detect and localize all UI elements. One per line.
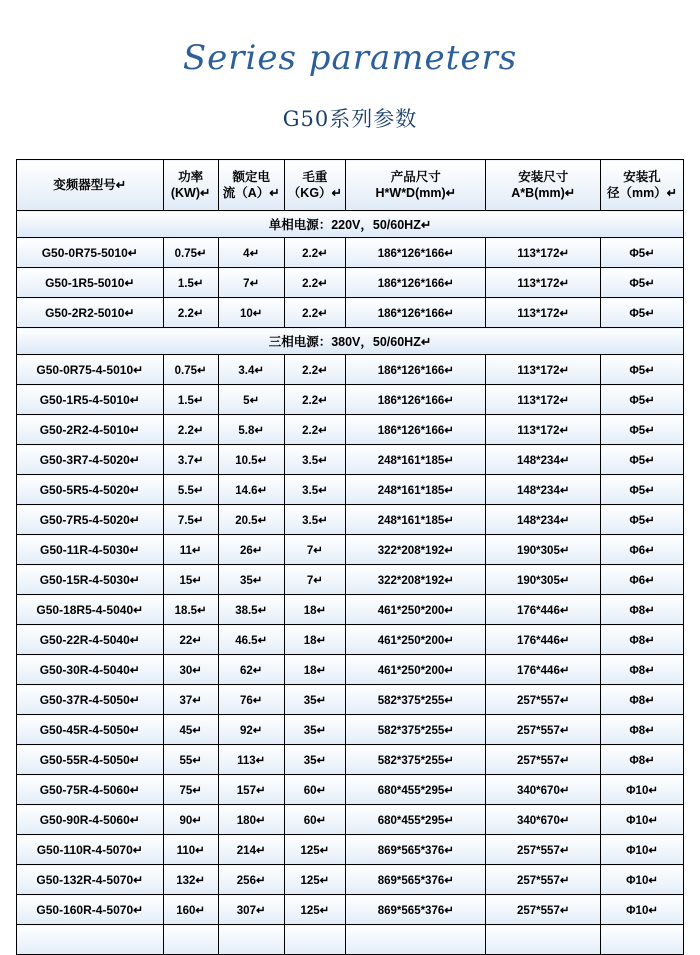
cell-power: 30↵ — [163, 655, 218, 685]
cell-weight — [284, 925, 346, 955]
cell-product-size: 461*250*200↵ — [346, 595, 486, 625]
cell-current: 4↵ — [218, 238, 284, 268]
table-row — [17, 685, 684, 715]
cell-weight: 125↵ — [284, 865, 346, 895]
table-row — [17, 415, 684, 445]
cell-product-size — [346, 925, 486, 955]
table-row — [17, 775, 684, 805]
cell-model: G50-15R-4-5030↵ — [17, 565, 164, 595]
cell-power: 18.5↵ — [163, 595, 218, 625]
cell-hole-diameter: Φ5↵ — [601, 385, 684, 415]
table-row — [17, 745, 684, 775]
cell-product-size: 186*126*166↵ — [346, 268, 486, 298]
cell-install-size: 113*172↵ — [486, 355, 601, 385]
cell-current: 14.6↵ — [218, 475, 284, 505]
cell-model: G50-5R5-4-5020↵ — [17, 475, 164, 505]
cell-product-size: 582*375*255↵ — [346, 715, 486, 745]
cell-install-size: 190*305↵ — [486, 565, 601, 595]
table-row — [17, 835, 684, 865]
column-header-product-size-line1: 产品尺寸 — [390, 169, 441, 184]
column-header-install-size — [486, 160, 601, 211]
cell-power — [163, 925, 218, 955]
table-body — [17, 211, 684, 955]
cell-product-size: 461*250*200↵ — [346, 655, 486, 685]
cell-power: 11↵ — [163, 535, 218, 565]
cell-weight: 18↵ — [284, 625, 346, 655]
cell-weight: 2.2↵ — [284, 238, 346, 268]
cell-power: 1.5↵ — [163, 385, 218, 415]
cell-weight: 60↵ — [284, 775, 346, 805]
cell-hole-diameter — [601, 925, 684, 955]
cell-install-size: 176*446↵ — [486, 625, 601, 655]
cell-install-size: 257*557↵ — [486, 685, 601, 715]
cell-weight: 7↵ — [284, 535, 346, 565]
cell-weight: 3.5↵ — [284, 505, 346, 535]
table-row — [17, 895, 684, 925]
column-header-hole-diameter-line1: 安装孔 — [623, 169, 661, 184]
cell-product-size: 680*455*295↵ — [346, 775, 486, 805]
column-header-product-size-line2: H*W*D(mm)↵ — [375, 186, 457, 201]
cell-current: 5↵ — [218, 385, 284, 415]
cell-model: G50-3R7-4-5020↵ — [17, 445, 164, 475]
cell-install-size: 257*557↵ — [486, 895, 601, 925]
cell-install-size: 148*234↵ — [486, 445, 601, 475]
cell-power: 7.5↵ — [163, 505, 218, 535]
column-header-power — [163, 160, 218, 211]
cell-current: 214↵ — [218, 835, 284, 865]
cell-product-size: 248*161*185↵ — [346, 505, 486, 535]
cell-current: 7↵ — [218, 268, 284, 298]
cell-hole-diameter: Φ5↵ — [601, 445, 684, 475]
cell-current: 157↵ — [218, 775, 284, 805]
table-header — [17, 160, 684, 211]
cell-model: G50-55R-4-5050↵ — [17, 745, 164, 775]
column-header-power-line1: 功率 — [178, 169, 204, 184]
cell-hole-diameter: Φ5↵ — [601, 238, 684, 268]
cell-product-size: 186*126*166↵ — [346, 298, 486, 328]
cell-hole-diameter: Φ6↵ — [601, 535, 684, 565]
cell-model: G50-75R-4-5060↵ — [17, 775, 164, 805]
cell-current — [218, 925, 284, 955]
table-row — [17, 298, 684, 328]
cell-hole-diameter: Φ10↵ — [601, 805, 684, 835]
cell-model: G50-160R-4-5070↵ — [17, 895, 164, 925]
cell-current: 3.4↵ — [218, 355, 284, 385]
cell-model: G50-90R-4-5060↵ — [17, 805, 164, 835]
cell-product-size: 680*455*295↵ — [346, 805, 486, 835]
cell-power: 0.75↵ — [163, 238, 218, 268]
cell-current: 20.5↵ — [218, 505, 284, 535]
cell-install-size: 257*557↵ — [486, 745, 601, 775]
section-header-row — [17, 328, 684, 355]
section-title-three-phase: 三相电源：380V，50/60HZ↵ — [17, 328, 684, 355]
cell-model: G50-0R75-4-5010↵ — [17, 355, 164, 385]
cell-model: G50-30R-4-5040↵ — [17, 655, 164, 685]
cell-power: 90↵ — [163, 805, 218, 835]
page-header — [0, 0, 700, 133]
cell-product-size: 869*565*376↵ — [346, 865, 486, 895]
cell-install-size — [486, 925, 601, 955]
column-header-model-line1: 变频器型号↵ — [53, 177, 127, 192]
cell-weight: 2.2↵ — [284, 385, 346, 415]
cell-current: 38.5↵ — [218, 595, 284, 625]
cell-install-size: 257*557↵ — [486, 835, 601, 865]
cell-model: G50-1R5-4-5010↵ — [17, 385, 164, 415]
cell-hole-diameter: Φ10↵ — [601, 865, 684, 895]
cell-weight: 7↵ — [284, 565, 346, 595]
cell-product-size: 186*126*166↵ — [346, 238, 486, 268]
cell-weight: 35↵ — [284, 745, 346, 775]
column-header-install-size-line2: A*B(mm)↵ — [511, 186, 576, 201]
cell-product-size: 322*208*192↵ — [346, 535, 486, 565]
cell-current: 256↵ — [218, 865, 284, 895]
cell-power: 45↵ — [163, 715, 218, 745]
cell-product-size: 186*126*166↵ — [346, 385, 486, 415]
table-row — [17, 475, 684, 505]
cell-weight: 125↵ — [284, 835, 346, 865]
cell-hole-diameter: Φ5↵ — [601, 475, 684, 505]
cell-weight: 60↵ — [284, 805, 346, 835]
cell-weight: 125↵ — [284, 895, 346, 925]
cell-current: 35↵ — [218, 565, 284, 595]
cell-current: 10↵ — [218, 298, 284, 328]
page-subtitle: G50系列参数 — [282, 107, 418, 132]
cell-hole-diameter: Φ10↵ — [601, 895, 684, 925]
column-header-hole-diameter — [601, 160, 684, 211]
cell-weight: 3.5↵ — [284, 475, 346, 505]
cell-weight: 2.2↵ — [284, 355, 346, 385]
cell-current: 113↵ — [218, 745, 284, 775]
cell-model: G50-110R-4-5070↵ — [17, 835, 164, 865]
table-row — [17, 625, 684, 655]
cell-current: 26↵ — [218, 535, 284, 565]
cell-power: 2.2↵ — [163, 415, 218, 445]
column-header-weight-line1: 毛重 — [302, 169, 328, 184]
column-header-install-size-line1: 安装尺寸 — [518, 169, 569, 184]
table-row — [17, 925, 684, 955]
cell-install-size: 176*446↵ — [486, 655, 601, 685]
cell-install-size: 257*557↵ — [486, 715, 601, 745]
cell-model: G50-18R5-4-5040↵ — [17, 595, 164, 625]
cell-product-size: 186*126*166↵ — [346, 355, 486, 385]
cell-current: 307↵ — [218, 895, 284, 925]
cell-power: 55↵ — [163, 745, 218, 775]
cell-install-size: 176*446↵ — [486, 595, 601, 625]
cell-model: G50-132R-4-5070↵ — [17, 865, 164, 895]
cell-power: 1.5↵ — [163, 268, 218, 298]
cell-product-size: 869*565*376↵ — [346, 835, 486, 865]
cell-model: G50-37R-4-5050↵ — [17, 685, 164, 715]
cell-install-size: 148*234↵ — [486, 475, 601, 505]
cell-model: G50-22R-4-5040↵ — [17, 625, 164, 655]
cell-hole-diameter: Φ8↵ — [601, 595, 684, 625]
cell-install-size: 257*557↵ — [486, 865, 601, 895]
table-row — [17, 655, 684, 685]
column-header-weight-line2: （KG）↵ — [287, 186, 343, 201]
cell-weight: 35↵ — [284, 685, 346, 715]
cell-power: 160↵ — [163, 895, 218, 925]
cell-install-size: 113*172↵ — [486, 415, 601, 445]
cell-model: G50-2R2-4-5010↵ — [17, 415, 164, 445]
cell-product-size: 582*375*255↵ — [346, 745, 486, 775]
column-header-weight — [284, 160, 346, 211]
cell-weight: 2.2↵ — [284, 415, 346, 445]
cell-model: G50-7R5-4-5020↵ — [17, 505, 164, 535]
cell-power: 110↵ — [163, 835, 218, 865]
cell-hole-diameter: Φ10↵ — [601, 835, 684, 865]
table-header-row — [17, 160, 684, 211]
cell-install-size: 113*172↵ — [486, 238, 601, 268]
cell-model: G50-2R2-5010↵ — [17, 298, 164, 328]
cell-install-size: 340*670↵ — [486, 805, 601, 835]
cell-install-size: 340*670↵ — [486, 775, 601, 805]
column-header-product-size — [346, 160, 486, 211]
cell-hole-diameter: Φ5↵ — [601, 268, 684, 298]
cell-product-size: 248*161*185↵ — [346, 475, 486, 505]
cell-current: 76↵ — [218, 685, 284, 715]
table-row — [17, 505, 684, 535]
cell-install-size: 148*234↵ — [486, 505, 601, 535]
cell-product-size: 461*250*200↵ — [346, 625, 486, 655]
cell-install-size: 190*305↵ — [486, 535, 601, 565]
section-header-row — [17, 211, 684, 238]
cell-power: 132↵ — [163, 865, 218, 895]
table-row — [17, 445, 684, 475]
cell-weight: 2.2↵ — [284, 298, 346, 328]
cell-hole-diameter: Φ8↵ — [601, 655, 684, 685]
table-row — [17, 535, 684, 565]
column-header-current-line2: 流（A）↵ — [222, 186, 280, 201]
cell-power: 5.5↵ — [163, 475, 218, 505]
cell-power: 37↵ — [163, 685, 218, 715]
cell-product-size: 186*126*166↵ — [346, 415, 486, 445]
cell-current: 46.5↵ — [218, 625, 284, 655]
cell-hole-diameter: Φ8↵ — [601, 715, 684, 745]
cell-weight: 18↵ — [284, 595, 346, 625]
cell-install-size: 113*172↵ — [486, 385, 601, 415]
cell-product-size: 582*375*255↵ — [346, 685, 486, 715]
cell-weight: 3.5↵ — [284, 445, 346, 475]
section-title-single-phase: 单相电源：220V，50/60HZ↵ — [17, 211, 684, 238]
cell-hole-diameter: Φ5↵ — [601, 505, 684, 535]
cell-power: 75↵ — [163, 775, 218, 805]
cell-current: 5.8↵ — [218, 415, 284, 445]
cell-model — [17, 925, 164, 955]
page-title-script: Series parameters — [182, 38, 518, 78]
cell-model: G50-1R5-5010↵ — [17, 268, 164, 298]
cell-model: G50-45R-4-5050↵ — [17, 715, 164, 745]
table-row — [17, 238, 684, 268]
cell-power: 3.7↵ — [163, 445, 218, 475]
cell-power: 15↵ — [163, 565, 218, 595]
table-row — [17, 268, 684, 298]
column-header-power-line2: (KW)↵ — [170, 186, 211, 201]
column-header-model — [17, 160, 164, 211]
cell-hole-diameter: Φ5↵ — [601, 298, 684, 328]
cell-current: 10.5↵ — [218, 445, 284, 475]
cell-hole-diameter: Φ8↵ — [601, 625, 684, 655]
table-row — [17, 385, 684, 415]
cell-model: G50-0R75-5010↵ — [17, 238, 164, 268]
cell-model: G50-11R-4-5030↵ — [17, 535, 164, 565]
cell-hole-diameter: Φ6↵ — [601, 565, 684, 595]
cell-product-size: 322*208*192↵ — [346, 565, 486, 595]
cell-weight: 18↵ — [284, 655, 346, 685]
cell-product-size: 869*565*376↵ — [346, 895, 486, 925]
cell-power: 2.2↵ — [163, 298, 218, 328]
cell-hole-diameter: Φ10↵ — [601, 775, 684, 805]
cell-install-size: 113*172↵ — [486, 268, 601, 298]
table-row — [17, 565, 684, 595]
table-row — [17, 355, 684, 385]
cell-product-size: 248*161*185↵ — [346, 445, 486, 475]
column-header-current — [218, 160, 284, 211]
cell-current: 92↵ — [218, 715, 284, 745]
cell-weight: 2.2↵ — [284, 268, 346, 298]
cell-power: 0.75↵ — [163, 355, 218, 385]
table-row — [17, 865, 684, 895]
cell-weight: 35↵ — [284, 715, 346, 745]
column-header-current-line1: 额定电 — [232, 169, 270, 184]
cell-current: 62↵ — [218, 655, 284, 685]
cell-current: 180↵ — [218, 805, 284, 835]
parameters-table-container — [16, 159, 684, 955]
cell-hole-diameter: Φ5↵ — [601, 415, 684, 445]
cell-power: 22↵ — [163, 625, 218, 655]
cell-hole-diameter: Φ8↵ — [601, 745, 684, 775]
table-row — [17, 805, 684, 835]
table-row — [17, 715, 684, 745]
cell-hole-diameter: Φ5↵ — [601, 355, 684, 385]
column-header-hole-diameter-line2: 径（mm）↵ — [606, 186, 678, 201]
table-row — [17, 595, 684, 625]
cell-hole-diameter: Φ8↵ — [601, 685, 684, 715]
cell-install-size: 113*172↵ — [486, 298, 601, 328]
parameters-table — [16, 159, 684, 955]
